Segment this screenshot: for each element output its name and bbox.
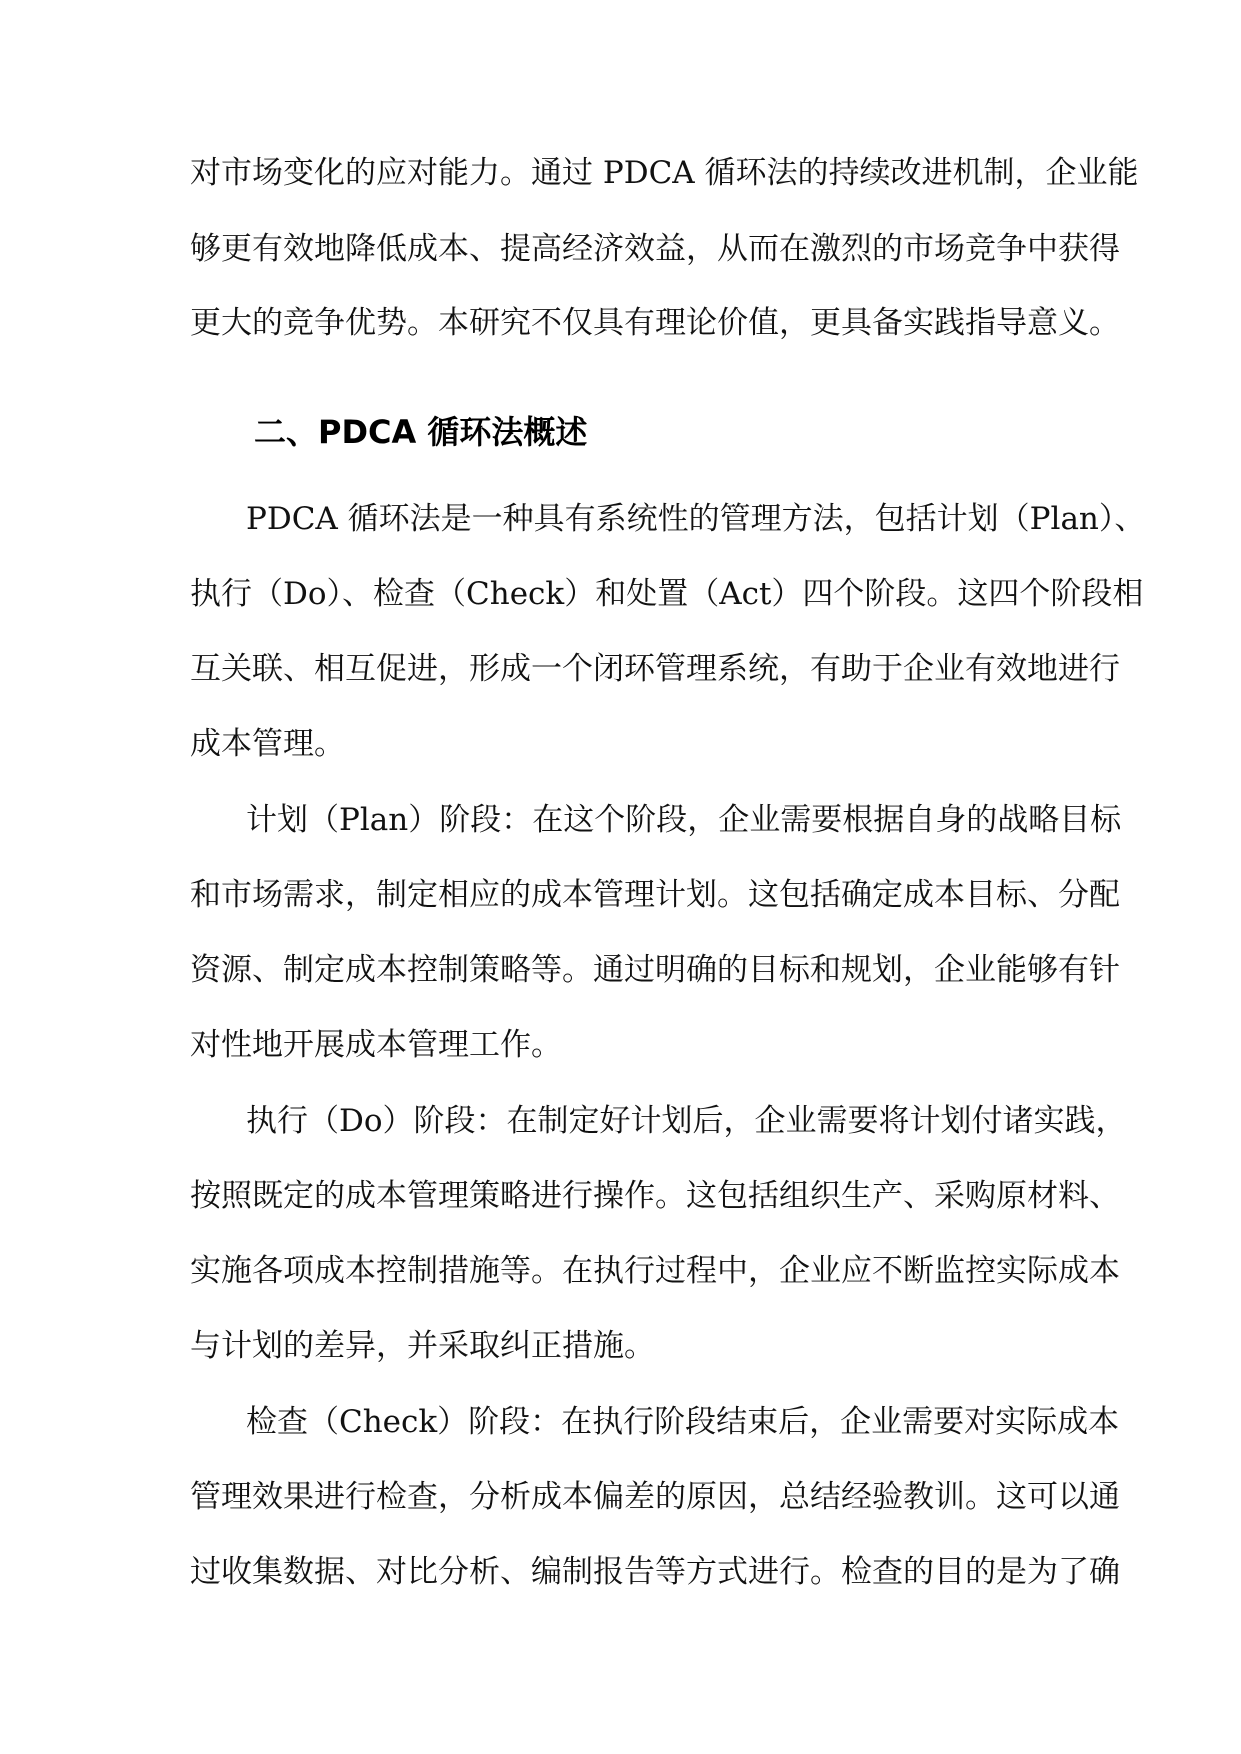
- intro-line-2: 够更有效地降低成本、提高经济效益，从而在激烈的市场竞争中获得: [190, 231, 1120, 267]
- section-heading: 二、PDCA 循环法概述: [254, 413, 588, 451]
- intro-line-3: 更大的竞争优势。本研究不仅具有理论价值，更具备实践指导意义。: [190, 305, 1120, 341]
- paragraph-3-line-2: 按照既定的成本管理策略进行操作。这包括组织生产、采购原材料、: [190, 1178, 1120, 1214]
- paragraph-1-line-1: PDCA 循环法是一种具有系统性的管理方法，包括计划（Plan）、: [246, 501, 1146, 537]
- paragraph-1-line-2: 执行（Do）、检查（Check）和处置（Act）四个阶段。这四个阶段相: [190, 576, 1144, 612]
- paragraph-1-line-4: 成本管理。: [190, 726, 345, 762]
- paragraph-2-line-2: 和市场需求，制定相应的成本管理计划。这包括确定成本目标、分配: [190, 877, 1120, 913]
- paragraph-4-line-2: 管理效果进行检查，分析成本偏差的原因，总结经验教训。这可以通: [190, 1479, 1120, 1515]
- intro-line-1: 对市场变化的应对能力。通过 PDCA 循环法的持续改进机制，企业能: [190, 155, 1139, 191]
- paragraph-3-line-4: 与计划的差异，并采取纠正措施。: [190, 1328, 655, 1364]
- paragraph-2-line-4: 对性地开展成本管理工作。: [190, 1027, 562, 1063]
- paragraph-2-line-1: 计划（Plan）阶段：在这个阶段，企业需要根据自身的战略目标: [246, 802, 1122, 838]
- paragraph-1-line-3: 互关联、相互促进，形成一个闭环管理系统，有助于企业有效地进行: [190, 651, 1120, 687]
- paragraph-4-line-1: 检查（Check）阶段：在执行阶段结束后，企业需要对实际成本: [246, 1404, 1120, 1440]
- paragraph-3-line-3: 实施各项成本控制措施等。在执行过程中，企业应不断监控实际成本: [190, 1253, 1120, 1289]
- paragraph-2-line-3: 资源、制定成本控制策略等。通过明确的目标和规划，企业能够有针: [190, 952, 1120, 988]
- paragraph-4-line-3: 过收集数据、对比分析、编制报告等方式进行。检查的目的是为了确: [190, 1554, 1120, 1590]
- paragraph-3-line-1: 执行（Do）阶段：在制定好计划后，企业需要将计划付诸实践，: [246, 1103, 1127, 1139]
